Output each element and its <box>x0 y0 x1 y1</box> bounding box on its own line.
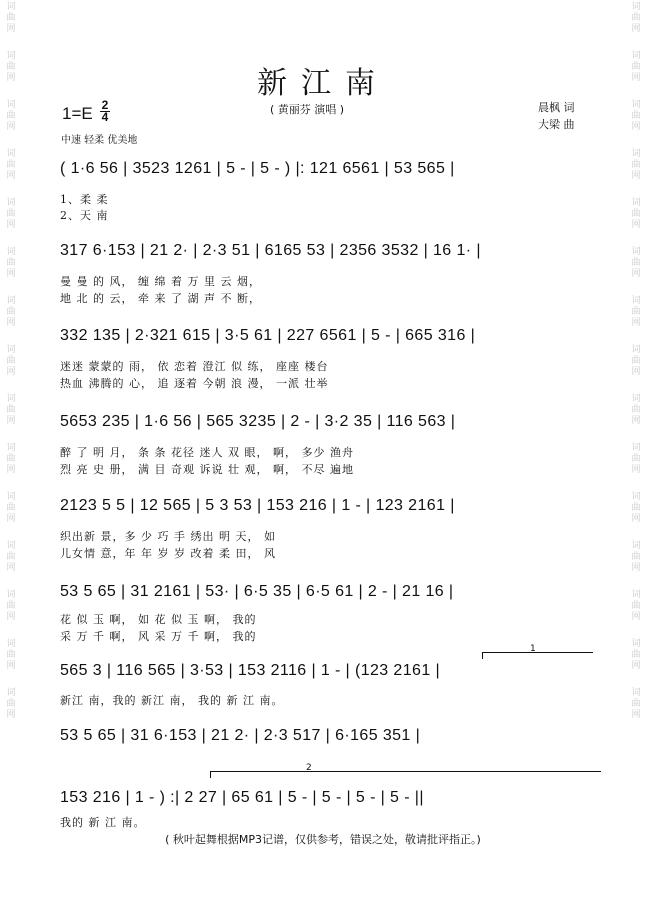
notes-line-3: 332 135 | 2·321 615 | 3·5 61 | 227 6561 | 5 - | 665 316 | <box>60 327 476 344</box>
left-watermark <box>3 2 19 737</box>
lyrics-line-5-verse-1: 织出新 景，多 少 巧 手 绣出 明 天， 如 <box>60 530 276 543</box>
lyrics-line-2-verse-2: 地 北 的 云， 牵 来 了 湖 声 不 断， <box>60 292 261 305</box>
watermark-glyph: 曲 <box>631 111 641 121</box>
watermark-glyph: 词 <box>6 688 16 698</box>
notes-line-8: 53 5 65 | 31 6·153 | 21 2· | 2·3 517 | 6·165 351 | <box>60 727 421 744</box>
notes-line-2: 317 6·153 | 21 2· | 2·3 51 | 6165 53 | 2356 3532 | 16 1· | <box>60 242 481 259</box>
watermark-glyph: 曲 <box>6 601 16 611</box>
notes-line-1: ( 1·6 56 | 3523 1261 | 5 - | 5 - ) |: 121 6561 | 53 565 | <box>60 160 455 177</box>
lyrics-line-6-verse-2: 采 万 千 啊， 风 采 万 千 啊， 我的 <box>60 630 257 643</box>
watermark-glyph: 词 <box>6 639 16 649</box>
watermark-glyph: 词 <box>6 149 16 159</box>
watermark-glyph: 曲 <box>6 454 16 464</box>
watermark-glyph: 网 <box>6 24 16 34</box>
watermark-glyph: 曲 <box>6 160 16 170</box>
meter-top: 2 <box>101 98 109 112</box>
lyrics-line-6-verse-1: 花 似 玉 啊， 如 花 似 玉 啊， 我的 <box>60 613 257 626</box>
watermark-glyph: 曲 <box>6 209 16 219</box>
watermark-glyph: 网 <box>631 612 641 622</box>
lyrics-line-1-verse-1: 1、柔 柔 <box>60 193 109 206</box>
watermark-glyph: 曲 <box>631 258 641 268</box>
volta-label-2: 2 <box>306 763 312 773</box>
watermark-glyph: 词 <box>631 688 641 698</box>
lyrics-line-3-verse-2: 热血 沸腾的 心， 追 逐着 今朝 浪 漫， 一派 壮举 <box>60 377 329 390</box>
watermark-glyph: 词 <box>6 198 16 208</box>
watermark-glyph: 网 <box>6 416 16 426</box>
watermark-glyph: 曲 <box>631 13 641 23</box>
volta-bracket-2 <box>210 771 601 778</box>
watermark-glyph: 曲 <box>6 307 16 317</box>
watermark-glyph: 曲 <box>631 552 641 562</box>
watermark-glyph: 曲 <box>6 650 16 660</box>
watermark-glyph: 曲 <box>631 454 641 464</box>
watermark-glyph: 网 <box>6 269 16 279</box>
notes-line-7: 565 3 | 116 565 | 3·53 | 153 2116 | 1 - | (123 2161 | <box>60 662 441 679</box>
meter-bottom: 4 <box>101 110 109 124</box>
lyricist-credit: 晨枫 词 <box>538 101 575 114</box>
watermark-glyph: 词 <box>631 492 641 502</box>
watermark-glyph: 网 <box>631 416 641 426</box>
watermark-glyph: 词 <box>631 296 641 306</box>
notes-line-9: 153 216 | 1 - ) :| 2 27 | 65 61 | 5 - | 5 - | 5 - | 5 - || <box>60 789 424 806</box>
watermark-glyph: 网 <box>6 710 16 720</box>
watermark-glyph: 曲 <box>6 699 16 709</box>
watermark-glyph: 曲 <box>6 258 16 268</box>
watermark-glyph: 词 <box>631 2 641 12</box>
watermark-glyph: 词 <box>6 345 16 355</box>
lyrics-line-4-verse-2: 烈 亮 史 册， 满 目 奇观 诉说 壮 观， 啊， 不尽 遍地 <box>60 463 354 476</box>
watermark-glyph: 网 <box>631 661 641 671</box>
lyrics-line-2-verse-1: 曼 曼 的 风， 缠 绵 着 万 里 云 烟， <box>60 275 261 288</box>
watermark-glyph: 词 <box>631 198 641 208</box>
watermark-glyph: 网 <box>6 465 16 475</box>
volta-bracket-1 <box>482 652 593 659</box>
watermark-glyph: 网 <box>631 563 641 573</box>
lyrics-line-4-verse-1: 醉 了 明 月， 条 条 花径 迷人 双 眼， 啊， 多少 渔舟 <box>60 446 354 459</box>
watermark-glyph: 曲 <box>631 356 641 366</box>
watermark-glyph: 词 <box>6 296 16 306</box>
watermark-glyph: 网 <box>631 367 641 377</box>
watermark-glyph: 词 <box>6 247 16 257</box>
lyrics-line-5-verse-2: 儿女情 意，年 年 岁 岁 改着 柔 田， 风 <box>60 547 276 560</box>
watermark-glyph: 曲 <box>631 62 641 72</box>
transcriber-footnote: ( 秋叶起舞根据MP3记谱，仅供参考，错误之处，敬请批评指正。) <box>165 833 481 846</box>
watermark-glyph: 词 <box>631 394 641 404</box>
watermark-glyph: 词 <box>6 394 16 404</box>
watermark-glyph: 词 <box>6 2 16 12</box>
watermark-glyph: 曲 <box>631 650 641 660</box>
singer-credit: ( 黄丽芬 演唱 ) <box>270 103 345 116</box>
watermark-glyph: 曲 <box>6 356 16 366</box>
watermark-glyph: 词 <box>631 345 641 355</box>
watermark-glyph: 网 <box>631 465 641 475</box>
lyrics-line-1-verse-2: 2、天 南 <box>60 209 109 222</box>
lyrics-line-7: 新江 南，我的 新江 南， 我的 新 江 南。 <box>60 694 284 707</box>
watermark-glyph: 网 <box>6 661 16 671</box>
watermark-glyph: 曲 <box>6 552 16 562</box>
watermark-glyph: 曲 <box>631 503 641 513</box>
notes-line-4: 5653 235 | 1·6 56 | 565 3235 | 2 - | 3·2 35 | 116 563 | <box>60 413 456 430</box>
time-signature <box>100 100 110 123</box>
watermark-glyph: 词 <box>6 590 16 600</box>
watermark-glyph: 词 <box>631 443 641 453</box>
watermark-glyph: 网 <box>631 318 641 328</box>
watermark-glyph: 网 <box>631 269 641 279</box>
watermark-glyph: 词 <box>631 590 641 600</box>
watermark-glyph: 曲 <box>6 62 16 72</box>
notes-line-6: 53 5 65 | 31 2161 | 53· | 6·5 35 | 6·5 61 | 2 - | 21 16 | <box>60 583 454 600</box>
composer-credit: 大梁 曲 <box>538 118 575 131</box>
watermark-glyph: 网 <box>6 171 16 181</box>
watermark-glyph: 曲 <box>631 405 641 415</box>
watermark-glyph: 网 <box>631 171 641 181</box>
watermark-glyph: 词 <box>6 100 16 110</box>
key-signature: 1=E <box>62 104 93 123</box>
right-watermark <box>628 2 644 737</box>
watermark-glyph: 词 <box>631 149 641 159</box>
lyrics-line-3-verse-1: 迷迷 蒙蒙的 雨， 依 恋着 澄江 似 练， 座座 楼台 <box>60 360 329 373</box>
watermark-glyph: 词 <box>631 51 641 61</box>
watermark-glyph: 网 <box>631 122 641 132</box>
watermark-glyph: 网 <box>6 612 16 622</box>
watermark-glyph: 网 <box>6 73 16 83</box>
watermark-glyph: 词 <box>6 443 16 453</box>
song-title: 新江南 <box>257 66 389 101</box>
watermark-glyph: 词 <box>6 492 16 502</box>
watermark-glyph: 网 <box>631 514 641 524</box>
watermark-glyph: 曲 <box>6 111 16 121</box>
watermark-glyph: 曲 <box>6 13 16 23</box>
watermark-glyph: 网 <box>6 122 16 132</box>
watermark-glyph: 曲 <box>631 209 641 219</box>
tempo-marking: 中速 轻柔 优美地 <box>61 135 138 146</box>
watermark-glyph: 词 <box>631 247 641 257</box>
watermark-glyph: 网 <box>631 710 641 720</box>
volta-label-1: 1 <box>530 644 536 654</box>
watermark-glyph: 网 <box>6 514 16 524</box>
watermark-glyph: 网 <box>631 73 641 83</box>
watermark-glyph: 网 <box>631 220 641 230</box>
watermark-glyph: 网 <box>6 220 16 230</box>
watermark-glyph: 词 <box>631 100 641 110</box>
watermark-glyph: 词 <box>6 541 16 551</box>
watermark-glyph: 网 <box>6 367 16 377</box>
watermark-glyph: 曲 <box>631 601 641 611</box>
watermark-glyph: 曲 <box>631 160 641 170</box>
lyrics-line-9: 我的 新 江 南。 <box>60 816 146 829</box>
watermark-glyph: 词 <box>631 541 641 551</box>
watermark-glyph: 曲 <box>6 503 16 513</box>
watermark-glyph: 网 <box>6 563 16 573</box>
watermark-glyph: 曲 <box>631 699 641 709</box>
watermark-glyph: 曲 <box>6 405 16 415</box>
watermark-glyph: 网 <box>631 24 641 34</box>
watermark-glyph: 曲 <box>631 307 641 317</box>
watermark-glyph: 词 <box>6 51 16 61</box>
notes-line-5: 2123 5 5 | 12 565 | 5 3 53 | 153 216 | 1 - | 123 2161 | <box>60 497 455 514</box>
watermark-glyph: 网 <box>6 318 16 328</box>
watermark-glyph: 词 <box>631 639 641 649</box>
